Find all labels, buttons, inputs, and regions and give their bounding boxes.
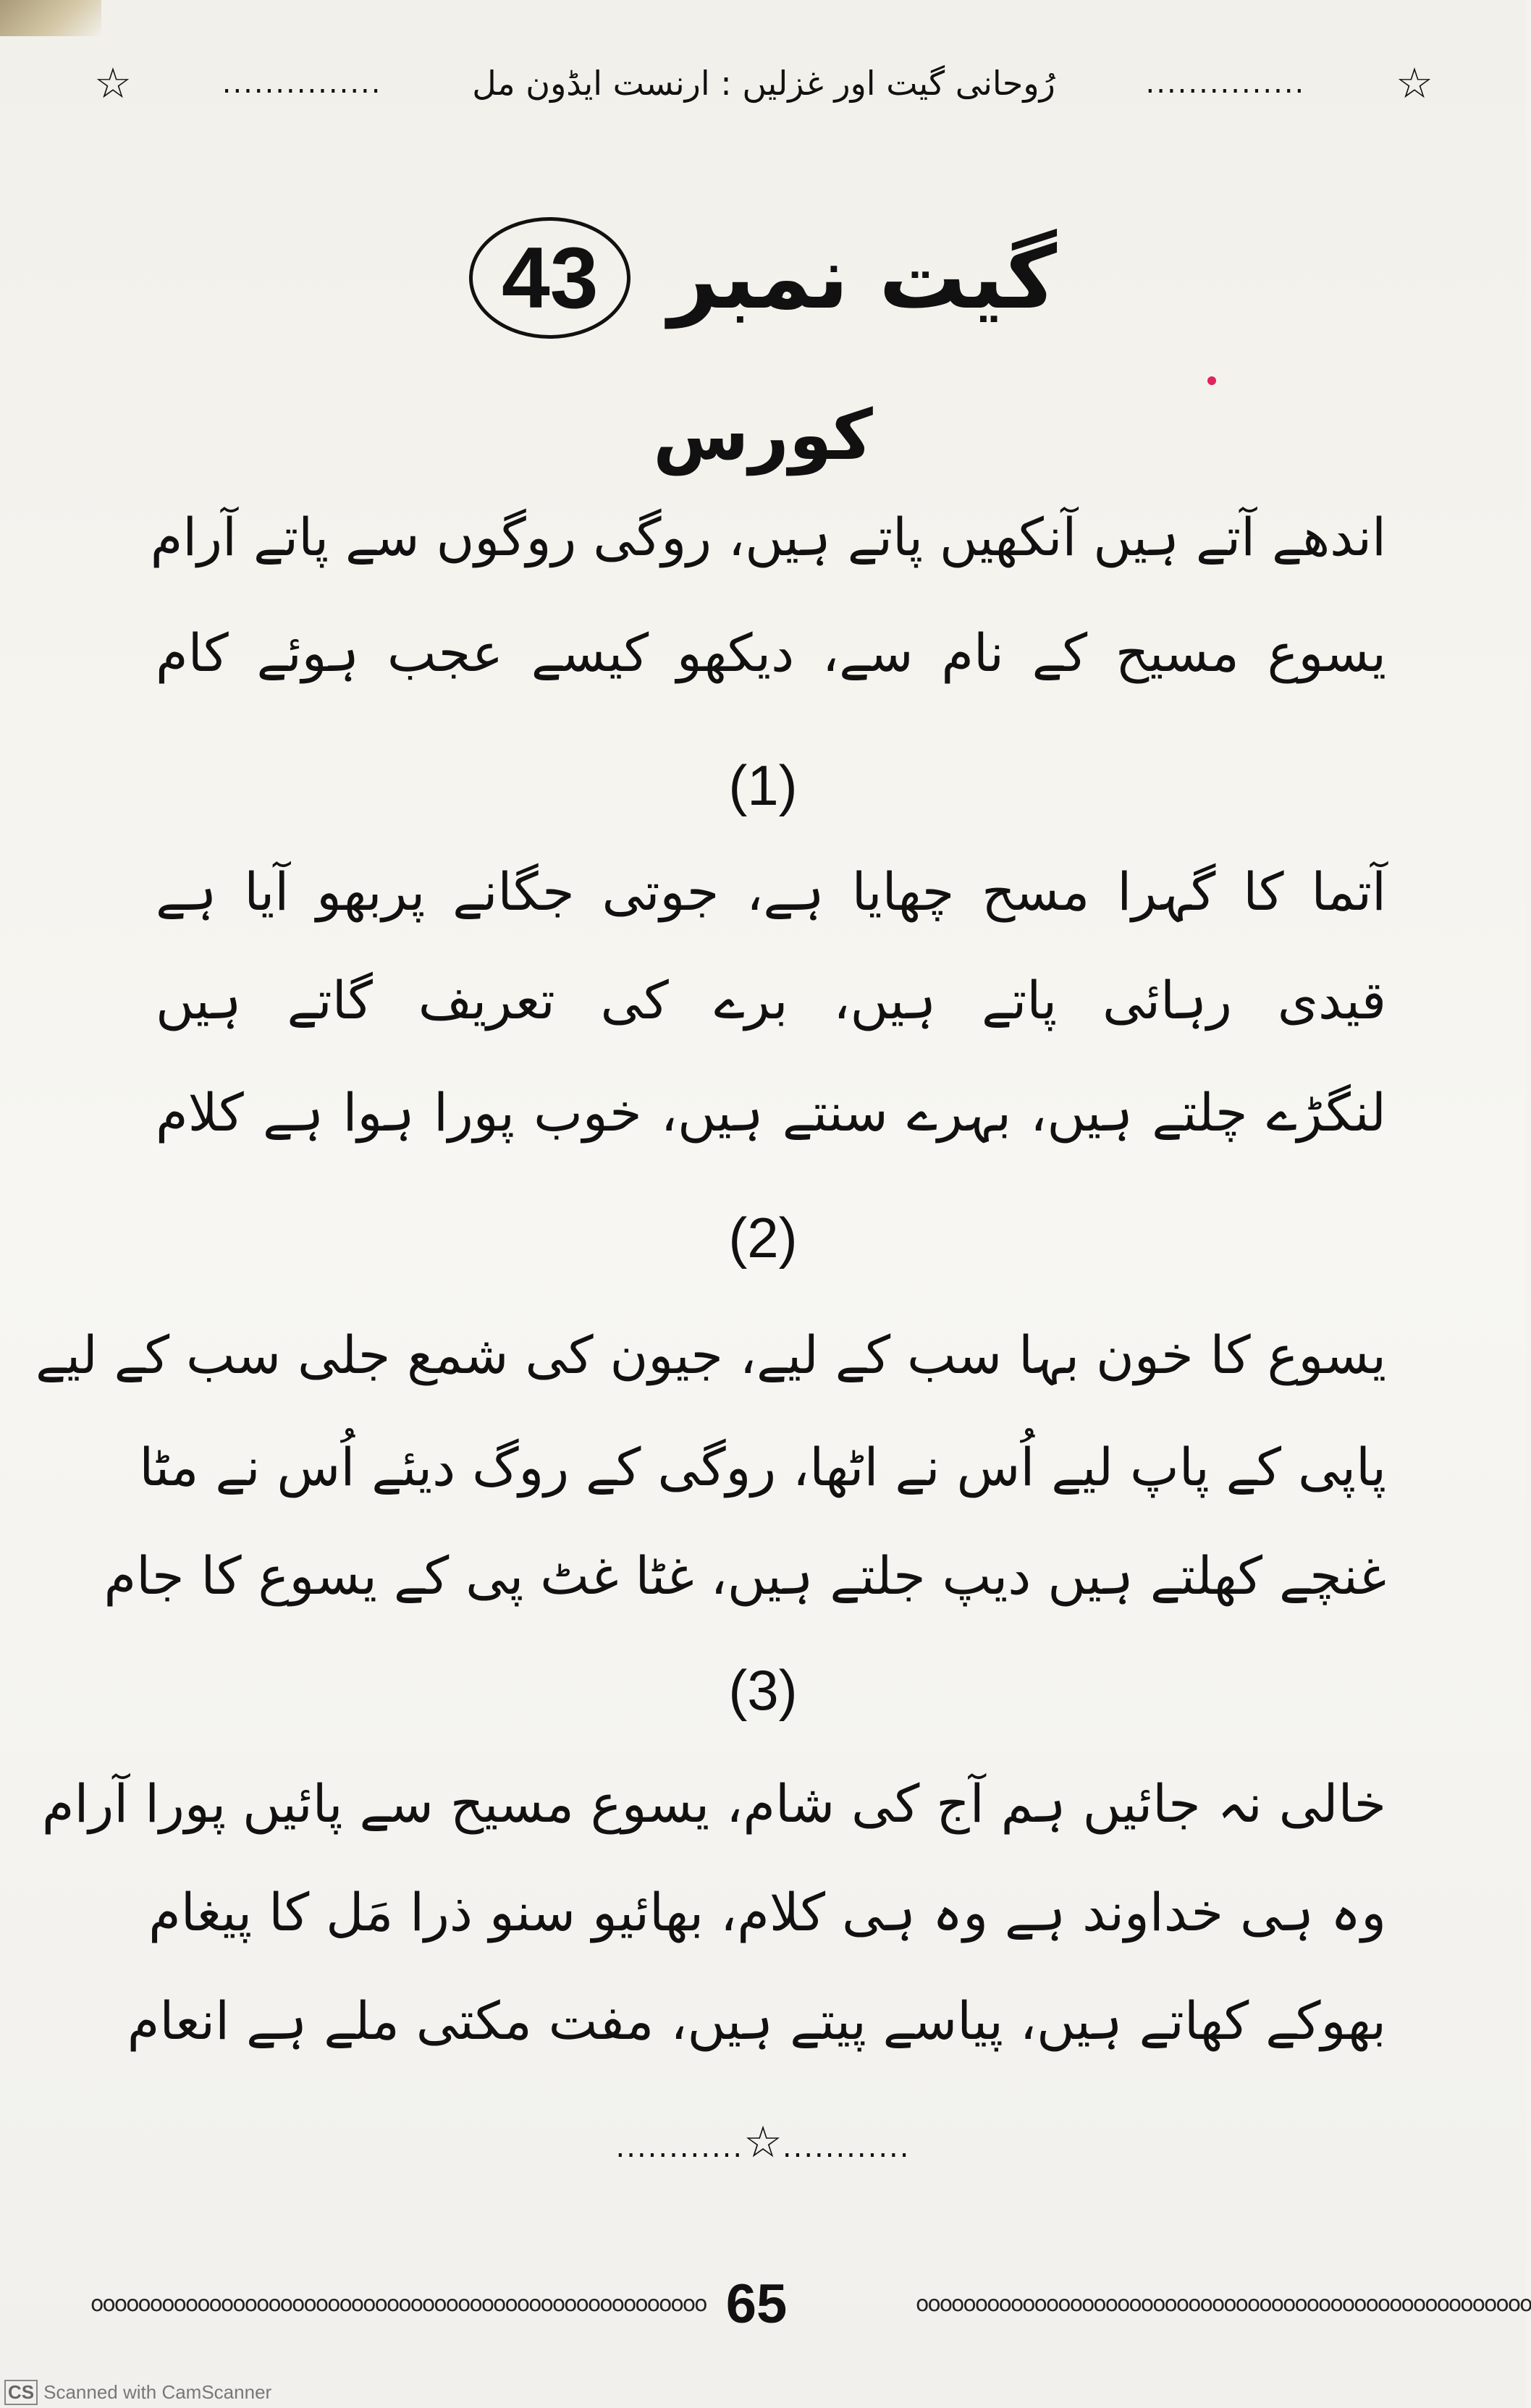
song-number: 43 (469, 217, 630, 339)
running-title: رُوحانی گیت اور غزلیں : ارنست ایڈون مل (472, 64, 1055, 103)
verse-line: خالی نہ جائیں ہم آج کی شام، یسوع مسیح سے پائیں پورا آرام (41, 1773, 1386, 1834)
ink-dot (1207, 376, 1216, 385)
star-icon: ☆ (743, 2117, 783, 2168)
page-footer (90, 2273, 1531, 2336)
page-corner-shadow (0, 0, 101, 36)
verse-line: قیدی رہائی پاتے ہیں، برے کی تعریف گاتے ہیں (156, 970, 1386, 1031)
verse-line: پاپی کے پاپ لیے اُس نے اٹھا، روگی کے روگ دیئے اُس نے مٹا (139, 1437, 1386, 1497)
running-header (94, 51, 1433, 116)
header-dots: ............... (222, 67, 382, 100)
end-dots: ............ (615, 2131, 744, 2164)
verse-line: یسوع کا خون بہا سب کے لیے، جیون کی شمع جلی سب کے لیے (35, 1325, 1386, 1385)
verse-line: وہ ہی خداوند ہے وہ ہی کلام، بھائیو سنو ذرا مَل کا پیغام (148, 1882, 1386, 1943)
verse-line: غنچے کھلتے ہیں دیپ جلتے ہیں، غٹا غٹ پی کے یسوع کا جام (104, 1545, 1386, 1606)
star-icon: ☆ (94, 59, 132, 108)
verse-line: بھوکے کھاتے ہیں، پیاسے پیتے ہیں، مفت مکتی ملے ہے انعام (127, 1990, 1386, 2051)
chorus-line: اندھے آتے ہیں آنکھیں پاتے ہیں، روگی روگوں سے پاتے آرام (150, 507, 1386, 567)
footer-border-left: oooooooooooooooooooooooooooooooooooooooooooooooooooo (90, 2291, 707, 2317)
song-title (0, 217, 1526, 339)
camscanner-logo-icon: CS (4, 2380, 38, 2405)
verse-number: (2) (728, 1206, 798, 1270)
scanner-label: Scanned with CamScanner (43, 2381, 272, 2403)
verse-line: لنگڑے چلتے ہیں، بہرے سنتے ہیں، خوب پورا ہوا ہے کلام (156, 1082, 1386, 1143)
verse-number: (3) (728, 1658, 798, 1722)
verse-line: آتما کا گہرا مسح چھایا ہے، جوتی جگانے پربھو آیا ہے (156, 861, 1386, 922)
star-icon: ☆ (1396, 59, 1433, 108)
scanner-watermark (4, 2380, 271, 2405)
chorus-line: یسوع مسیح کے نام سے، دیکھو کیسے عجب ہوئے کام (156, 622, 1386, 683)
verse-number: (1) (728, 753, 798, 817)
end-ornament (0, 2117, 1526, 2168)
song-title-word: گیت نمبر (668, 228, 1057, 329)
end-dots: ............ (782, 2131, 911, 2164)
footer-border-right: oooooooooooooooooooooooooooooooooooooooooooooooooooo (915, 2291, 1531, 2317)
header-dots: ............... (1145, 67, 1306, 100)
page-number: 65 (725, 2273, 788, 2335)
chorus-heading: کورس (653, 394, 873, 476)
